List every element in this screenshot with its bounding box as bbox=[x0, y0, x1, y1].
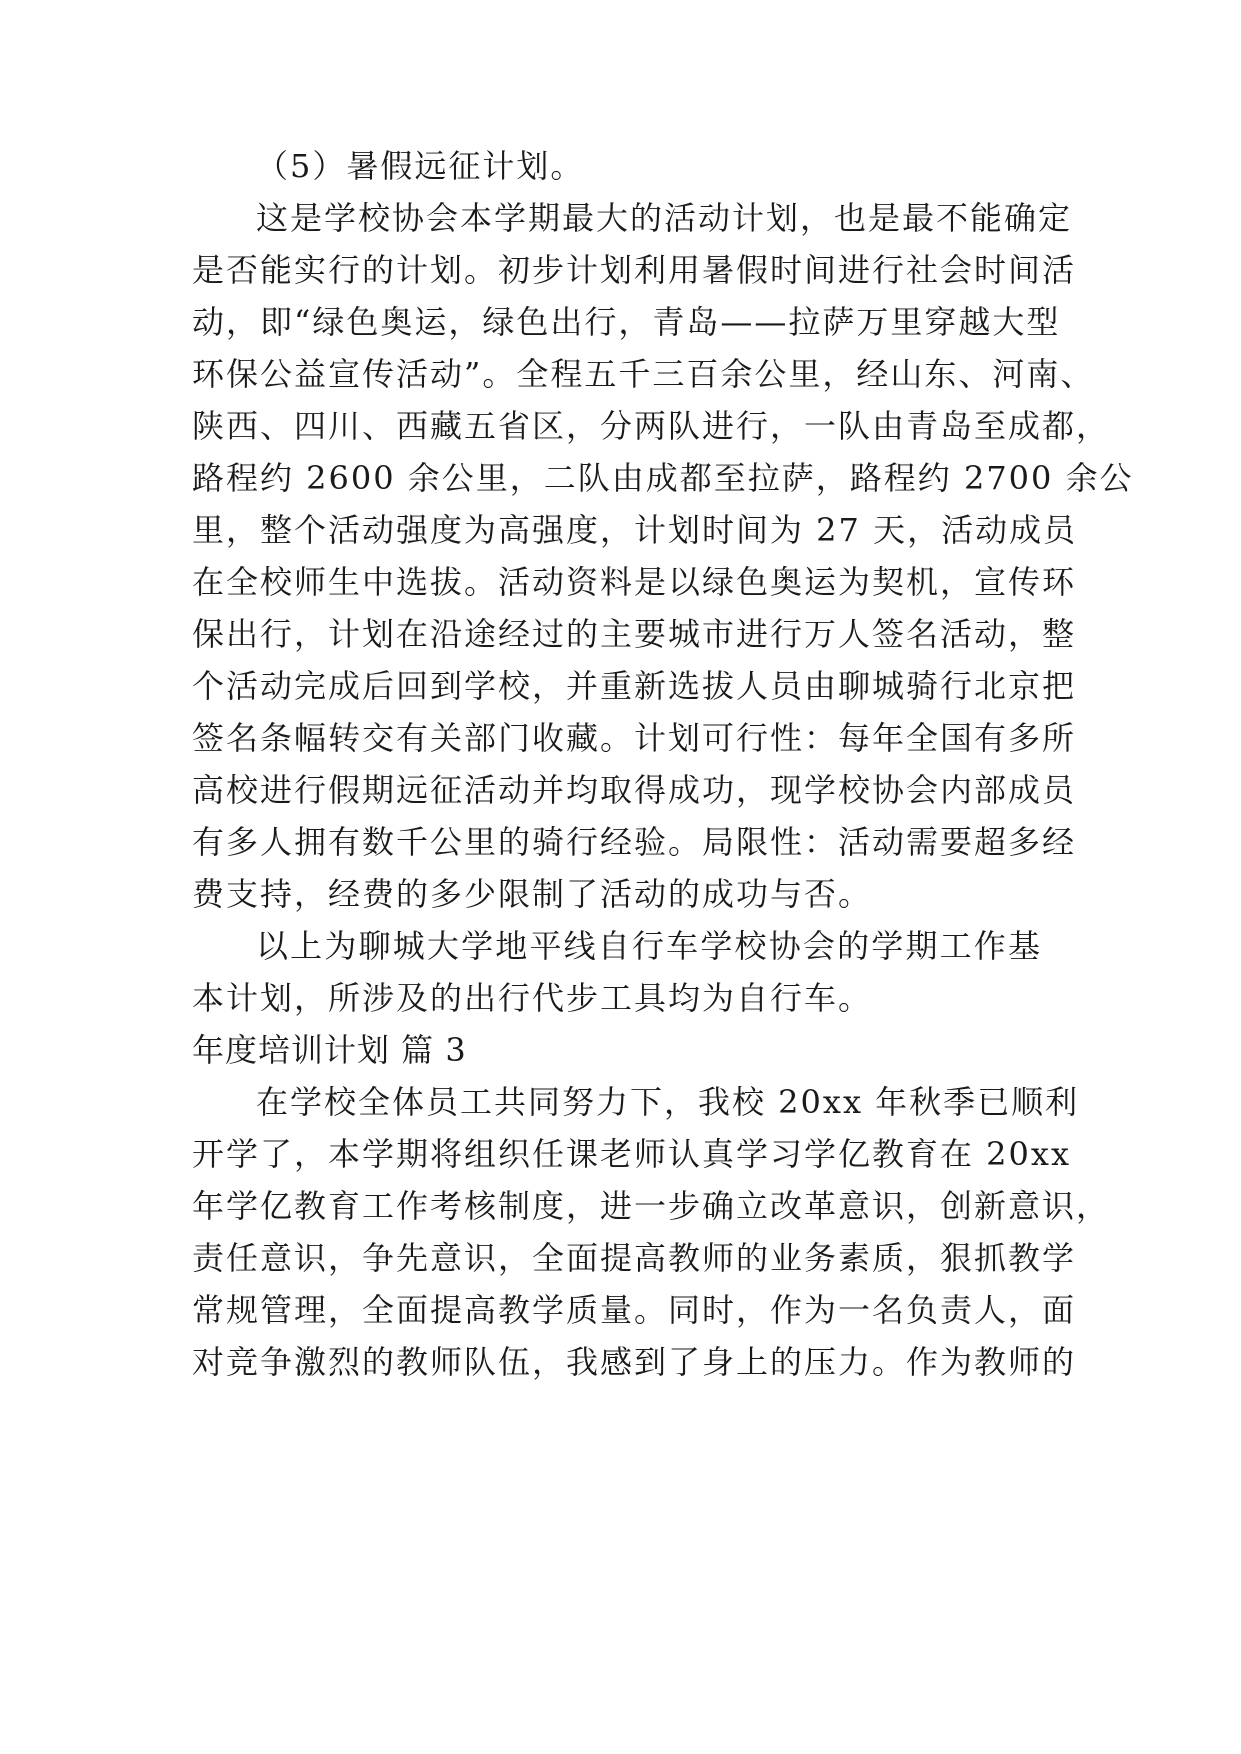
paragraph-line: 开学了，本学期将组织任课老师认真学习学亿教育在 20xx bbox=[192, 1135, 1071, 1173]
paragraph-line: 年学亿教育工作考核制度，进一步确立改革意识，创新意识， bbox=[192, 1187, 1111, 1225]
paragraph-line: 陕西、四川、西藏五省区，分两队进行，一队由青岛至成都， bbox=[192, 407, 1111, 445]
paragraph-line: 在学校全体员工共同努力下，我校 20xx 年秋季已顺利 bbox=[256, 1083, 1080, 1121]
paragraph-line: 保出行，计划在沿途经过的主要城市进行万人签名活动，整 bbox=[192, 615, 1077, 653]
paragraph-line: 动，即“绿色奥运，绿色出行，青岛——拉萨万里穿越大型 bbox=[192, 303, 1061, 341]
paragraph-line: 以上为聊城大学地平线自行车学校协会的学期工作基 bbox=[256, 927, 1042, 965]
paragraph-line: 个活动完成后回到学校，并重新选拔人员由聊城骑行北京把 bbox=[192, 667, 1077, 705]
paragraph-line: 是否能实行的计划。初步计划利用暑假时间进行社会时间活 bbox=[192, 251, 1077, 289]
paragraph-line: 常规管理，全面提高教学质量。同时，作为一名负责人，面 bbox=[192, 1291, 1077, 1329]
paragraph-line: 责任意识，争先意识，全面提高教师的业务素质，狠抓教学 bbox=[192, 1239, 1077, 1277]
paragraph-line: 本计划，所涉及的出行代步工具均为自行车。 bbox=[192, 979, 873, 1017]
paragraph-line: 费支持，经费的多少限制了活动的成功与否。 bbox=[192, 875, 873, 913]
paragraph-line: 里，整个活动强度为高强度，计划时间为 27 天，活动成员 bbox=[192, 511, 1078, 549]
paragraph-line: 这是学校协会本学期最大的活动计划，也是最不能确定 bbox=[256, 199, 1073, 237]
paragraph-line: 对竞争激烈的教师队伍，我感到了身上的压力。作为教师的 bbox=[192, 1343, 1077, 1381]
paragraph-line: 高校进行假期远征活动并均取得成功，现学校协会内部成员 bbox=[192, 771, 1077, 809]
section-heading: （5）暑假远征计划。 bbox=[256, 147, 585, 185]
paragraph-line: 在全校师生中选拔。活动资料是以绿色奥运为契机，宣传环 bbox=[192, 563, 1077, 601]
paragraph-line: 有多人拥有数千公里的骑行经验。局限性：活动需要超多经 bbox=[192, 823, 1077, 861]
paragraph-line: 路程约 2600 余公里，二队由成都至拉萨，路程约 2700 余公 bbox=[192, 459, 1134, 497]
paragraph-line: 环保公益宣传活动”。全程五千三百余公里，经山东、河南、 bbox=[192, 355, 1095, 393]
article-heading: 年度培训计划 篇 3 bbox=[192, 1031, 467, 1069]
paragraph-line: 签名条幅转交有关部门收藏。计划可行性：每年全国有多所 bbox=[192, 719, 1077, 757]
